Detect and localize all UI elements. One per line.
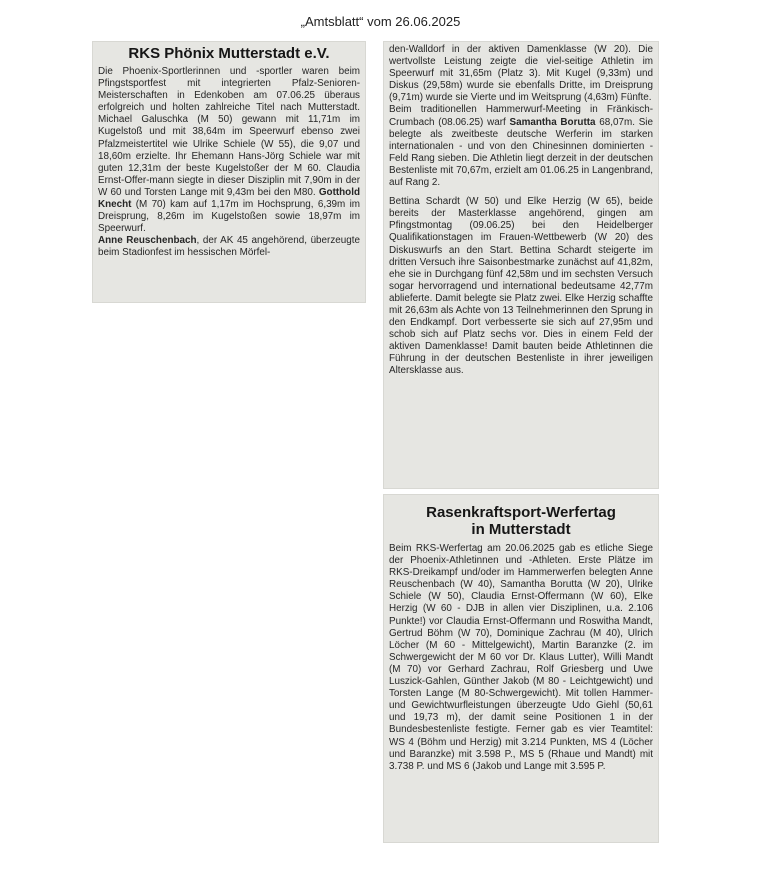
- article-body: [98, 66, 360, 260]
- athlete-name: Anne Reuschenbach: [98, 235, 197, 247]
- text-run: Bettina Schardt (W 50) und Elke Herzig (W 65), beide bereits der Masterklasse angehörend, gingen am Pfingstmontag (09.06.25) bei den Heidelberger Qualifikationstagen im Frauen-Wettbewerb (W 20) des Diskuswurfs an den Start. Bettina Schardt steigerte im dritten Versuch ihre Saisonbestmarke zunächst auf 41,82m, ehe sie in Durchgang fünf 42,58m und im sechsten Versuch sogar hervorragend und international bedeutsame 42,77m ablieferte. Damit belegte sie Platz zwei. Elke Herzig schaffte mit 26,63m als Achte von 13 Teilnehmerinnen den Sprung in den Endkampf. Dort verbesserte sie sich auf 27,95m und schob sich auf Platz sechs vor. Dies in einem Feld der aktiven Damenklasse! Damit bauten beide Athletinnen die Führung in der deutschen Bestenliste in ihrer jeweiligen Altersklasse aus.: [389, 196, 653, 377]
- text-run: Beim traditionellen Hammerwurf-Meeting in Fränkisch-Crumbach (08.06.25) warf: [389, 104, 653, 128]
- text-run: den-Walldorf in der aktiven Damenklasse (W 20). Die wertvollste Leistung zeigte die viel-seitige Athletin im Speerwurf mit 31,65m (Platz 3). Mit Kugel (9,33m) und Diskus (29,58m) wurde sie ebenfalls Dritte, im Dreisprung (9,71m) wurde sie Vierte und im Weitsprung (4,63m) Fünfte.: [389, 44, 653, 104]
- text-run: (M 70) kam auf 1,17m im Hochsprung, 6,39m im Dreisprung, 8,26m im Kugelstoßen sowie 18,97m im Speerwurf.: [98, 199, 360, 235]
- article-headline: RKS Phönix Mutterstadt e.V.: [128, 45, 330, 62]
- paragraph: [389, 196, 653, 377]
- paragraph: [98, 66, 360, 235]
- article-clipping-continuation: [383, 41, 659, 489]
- headline-line-1: Rasenkraftsport-Werfertag: [426, 504, 616, 521]
- paragraph: Beim RKS-Werfertag am 20.06.2025 gab es etliche Siege der Phoenix-Athletinnen und -Athleten. Erste Plätze im RKS-Dreikampf und/oder im Hammerwerfen belegten Anne Reuschenbach (W 40), Samantha Borutta (W 20), Ulrike Schiele (W 50), Claudia Ernst-Offermann (W 60), Elke Herzig (W 60 - DJB in allen vier Disziplinen, u.a. 2.106 Punkte!) vor Claudia Ernst-Offermann und Roswitha Mandt, Gertrud Böhm (W 70), Dominique Zachrau (M 40), Ulrich Löcher (M 60 - Mittelgewicht), Martin Baranzke (2. im Schwergewicht der M 60 vor Dr. Klaus Lutter), Willi Mandt (M 70) vor Gerhard Zachrau, Rolf Griesberg und Uwe Luszick-Gahlen, Günther Jakob (M 80 - Leichtgewicht) und Torsten Lange (M 80-Schwergewicht). Mit tollen Hammer- und Gewichtwurfleistungen überzeugte Udo Giehl (50,61 und 19,73 m), der damit seine Positionen 1 in der Bundesbestenliste festigte. Ferner gab es vier Teamtitel: WS 4 (Böhm und Herzig) mit 3.214 Punkten, MS 4 (Löcher und Baranzke) mit 3.598 P., MS 5 (Rhaue und Mandt) mit 3.738 P. und MS 6 (Jakob und Lange mit 3.595 P.: [389, 543, 653, 772]
- article-body-continued: [389, 44, 653, 378]
- text-run: , der AK 45 angehörend, überzeugte beim Stadionfest im hessischen Mörfel-: [98, 235, 360, 259]
- article-clipping-rks-phoenix: [92, 41, 366, 303]
- article-headline-werfertag: [389, 504, 653, 538]
- paragraph: [389, 104, 653, 189]
- text-run: Die Phoenix-Sportlerinnen und -sportler waren beim Pfingstsportfest mit integrierten Pfalz-Senioren-Meisterschaften in Edenkoben am 07.06.25 überaus erfolgreich und holten zahlreiche Titel nach Mutterstadt. Michael Galuschka (M 50) gewann mit 11,71m im Kugelstoß und mit 38,64m im Speerwurf ebenso zwei Pfalzmeistertitel wie Ulrike Schiele (W 55), die 9,07 und 18,60m erzielte. Ihr Ehemann Hans-Jörg Schiele war mit guten 12,31m der beste Kugelstoßer der M 60. Claudia Ernst-Offer-mann siegte in dieser Disziplin mit 7,90m in der W 60 und Torsten Lange mit 9,43m bei den M80.: [98, 66, 360, 198]
- page-header: „Amtsblatt“ vom 26.06.2025: [300, 14, 461, 29]
- paragraph: [98, 235, 360, 259]
- article-body-werfertag: [389, 543, 653, 773]
- text-run: 68,07m. Sie belegte als zweitbeste deutsche Werferin im starken internationalen - und von den Chinesinnen dominierten - Feld Rang sieben. Die Athletin liegt derzeit in der deutschen Bestenliste mit 70,67m, erzielt am 01.06.25 in Langenbrand, auf Rang 2.: [389, 116, 653, 189]
- athlete-name: Gotthold Knecht: [98, 186, 360, 211]
- athlete-name: Samantha Borutta: [509, 116, 596, 128]
- paragraph: [389, 44, 653, 104]
- headline-line-2: in Mutterstadt: [471, 521, 571, 538]
- article-clipping-werfertag: [383, 494, 659, 843]
